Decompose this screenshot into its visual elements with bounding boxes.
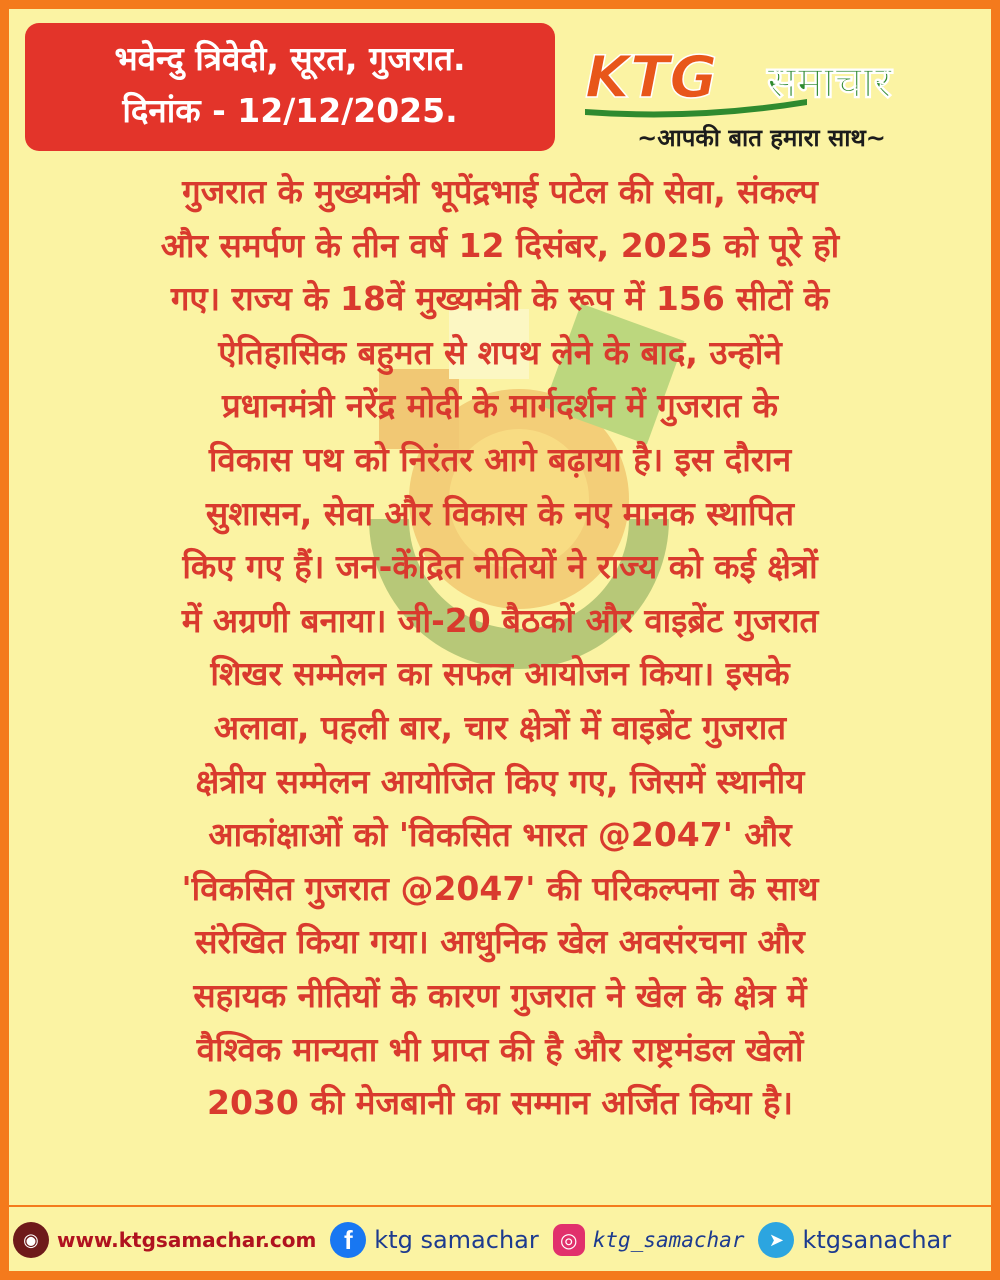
- article-line: गुजरात के मुख्यमंत्री भूपेंद्रभाई पटेल की सेवा, संकल्प: [182, 172, 818, 211]
- article-line: 2030 की मेजबानी का सम्मान अर्जित किया है।: [207, 1083, 793, 1123]
- article-body: [17, 165, 983, 1130]
- article-line: ऐतिहासिक बहुमत से शपथ लेने के बाद, उन्होंने: [218, 332, 782, 372]
- article-line: विकास पथ को निरंतर आगे बढ़ाया है। इस दौरान: [208, 439, 792, 479]
- article-line: सुशासन, सेवा और विकास के नए मानक स्थापित: [205, 493, 795, 533]
- poster: [9, 9, 991, 1271]
- article-line: में अग्रणी बनाया। जी-20 बैठकों और वाइब्रेंट गुजरात: [181, 600, 819, 640]
- article-line: 'विकसित गुजरात @2047' की परिकल्पना के साथ: [181, 868, 819, 908]
- ktg-samachar-logo: [577, 39, 947, 119]
- instagram-handle[interactable]: ktg_samachar: [592, 1228, 745, 1252]
- article-line: किए गए हैं। जन-केंद्रित नीतियों ने राज्य को कई क्षेत्रों: [182, 547, 818, 587]
- facebook-icon: f: [330, 1222, 366, 1258]
- footer-instagram[interactable]: [553, 1224, 745, 1256]
- article-line: गए। राज्य के 18वें मुख्यमंत्री के रूप में 156 सीटों के: [170, 279, 830, 319]
- article-line: प्रधानमंत्री नरेंद्र मोदी के मार्गदर्शन में गुजरात के: [221, 386, 779, 426]
- logo-brand: KTG: [585, 43, 718, 111]
- logo-name: समाचार: [767, 57, 892, 108]
- footer-facebook[interactable]: [330, 1222, 538, 1258]
- logo-tagline: ~आपकी बात हमारा साथ~: [637, 124, 886, 152]
- footer-website[interactable]: [9, 1222, 316, 1258]
- article-line: आकांक्षाओं को 'विकसित भारत @2047' और: [208, 815, 792, 855]
- globe-icon: ◉: [13, 1222, 49, 1258]
- article-line: सहायक नीतियों के कारण गुजरात ने खेल के क्षेत्र में: [193, 975, 807, 1015]
- website-link[interactable]: www.ktgsamachar.com: [57, 1228, 317, 1252]
- footer-telegram[interactable]: [758, 1222, 951, 1258]
- article-line: शिखर सम्मेलन का सफल आयोजन किया। इसके: [210, 654, 790, 694]
- facebook-handle[interactable]: ktg samachar: [374, 1226, 539, 1254]
- instagram-icon: ◎: [553, 1224, 585, 1256]
- byline-author: भवेन्दु त्रिवेदी, सूरत, गुजरात.: [114, 39, 466, 78]
- footer-bar: [9, 1205, 991, 1271]
- article-line: संरेखित किया गया। आधुनिक खेल अवसंरचना और: [195, 922, 805, 962]
- article-line: वैश्विक मान्यता भी प्राप्त की है और राष्ट्रमंडल खेलों: [196, 1029, 804, 1069]
- article-line: अलावा, पहली बार, चार क्षेत्रों में वाइब्रेंट गुजरात: [213, 707, 787, 747]
- byline-box: [25, 23, 555, 151]
- byline-date: दिनांक - 12/12/2025.: [122, 91, 458, 130]
- telegram-handle[interactable]: ktgsanachar: [802, 1226, 952, 1254]
- article-line: और समर्पण के तीन वर्ष 12 दिसंबर, 2025 को पूरे हो: [160, 225, 840, 265]
- telegram-icon: ➤: [758, 1222, 794, 1258]
- article-line: क्षेत्रीय सम्मेलन आयोजित किए गए, जिसमें स्थानीय: [195, 761, 805, 801]
